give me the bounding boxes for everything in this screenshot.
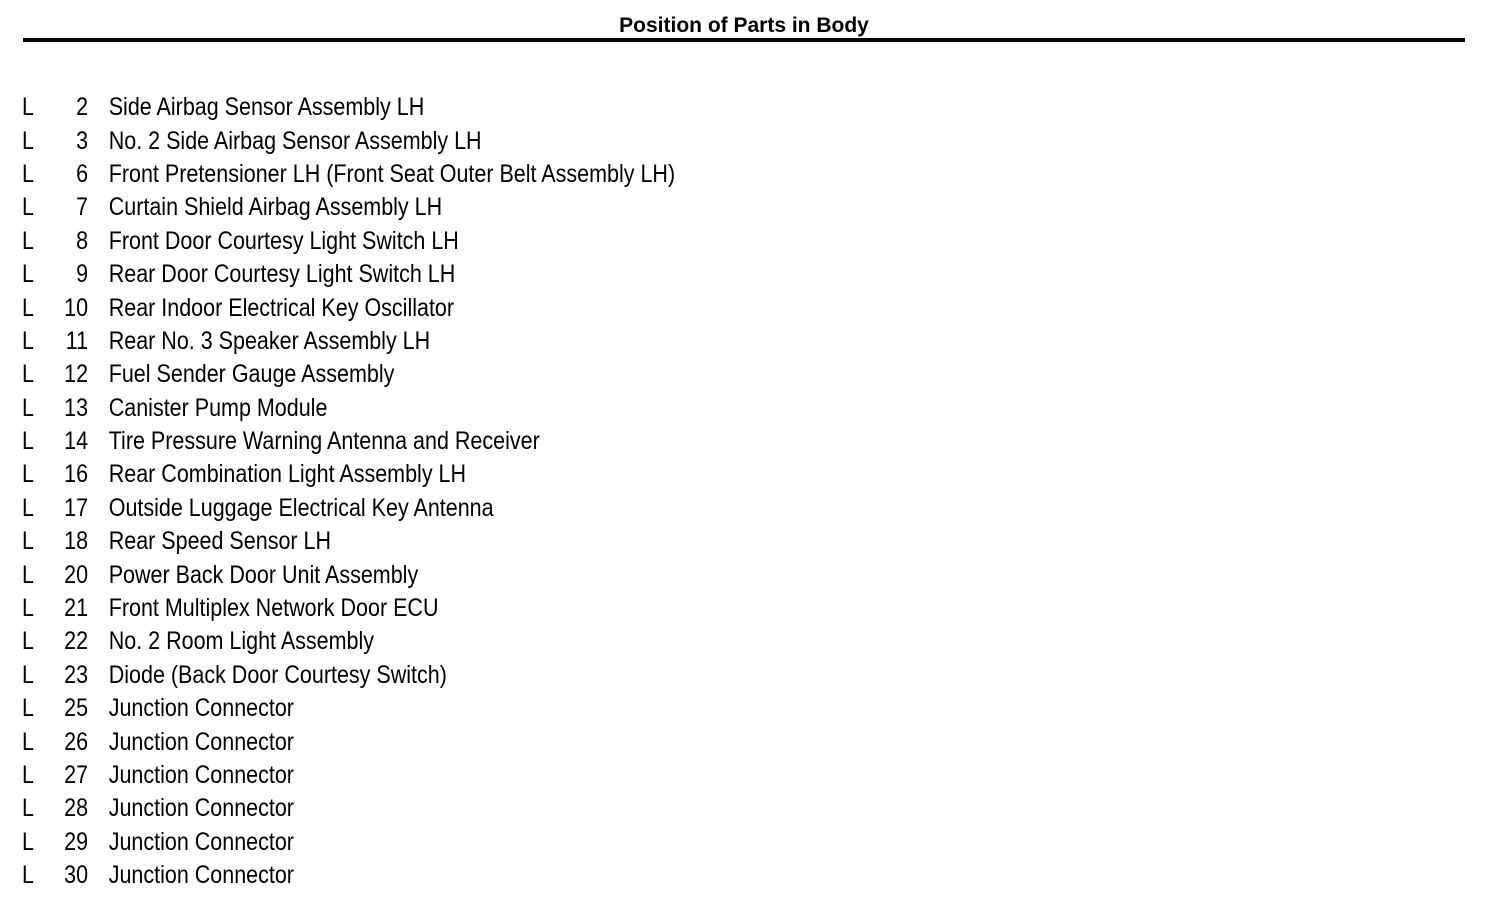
part-row: [22, 392, 922, 425]
part-name: Rear No. 3 Speaker Assembly LH: [108, 326, 431, 355]
part-row: [22, 759, 922, 792]
part-row: [22, 258, 922, 291]
part-code: L: [22, 861, 34, 890]
part-code: L: [22, 260, 34, 289]
part-number: 30: [64, 861, 89, 890]
part-number: 7: [76, 193, 89, 222]
part-number: 12: [64, 360, 89, 389]
part-row: [22, 158, 922, 191]
part-code: L: [22, 293, 34, 322]
part-code: L: [22, 527, 34, 556]
part-row: [22, 725, 922, 758]
part-name: Front Multiplex Network Door ECU: [108, 594, 439, 623]
part-name: Fuel Sender Gauge Assembly: [108, 360, 395, 389]
part-number: 21: [64, 594, 89, 623]
part-code: L: [22, 393, 34, 422]
part-number: 14: [64, 427, 89, 456]
part-number: 27: [64, 761, 89, 789]
part-name: Junction Connector: [108, 861, 294, 890]
part-code: L: [22, 360, 34, 389]
part-name: Curtain Shield Airbag Assembly LH: [108, 193, 443, 222]
part-code: L: [22, 594, 34, 623]
part-row: [22, 325, 922, 358]
part-code: L: [22, 493, 34, 522]
parts-list: [22, 91, 922, 892]
part-row: [22, 826, 922, 859]
part-row: [22, 792, 922, 825]
part-code: L: [22, 827, 34, 856]
part-code: L: [22, 794, 34, 823]
part-row: [22, 525, 922, 558]
part-row: [22, 692, 922, 725]
part-row: [22, 492, 922, 525]
part-code: L: [22, 727, 34, 756]
part-number: 18: [64, 527, 89, 556]
part-number: 2: [76, 93, 89, 122]
part-name: Rear Door Courtesy Light Switch LH: [108, 260, 456, 289]
part-number: 3: [76, 126, 89, 155]
part-name: Front Pretensioner LH (Front Seat Outer Belt Assembly LH): [108, 159, 676, 188]
part-row: [22, 191, 922, 224]
part-number: 22: [64, 627, 89, 656]
part-code: L: [22, 694, 34, 723]
part-number: 11: [65, 326, 89, 355]
part-row: [22, 91, 922, 124]
part-name: Outside Luggage Electrical Key Antenna: [108, 493, 494, 522]
part-row: [22, 859, 922, 892]
part-number: 23: [64, 660, 89, 689]
part-row: [22, 425, 922, 458]
part-row: [22, 358, 922, 391]
part-row: [22, 291, 922, 324]
part-code: L: [22, 460, 34, 489]
part-name: Rear Indoor Electrical Key Oscillator: [108, 293, 455, 322]
part-number: 9: [76, 260, 89, 289]
part-code: L: [22, 560, 34, 589]
part-code: L: [22, 193, 34, 222]
part-row: [22, 225, 922, 258]
part-number: 13: [64, 393, 89, 422]
part-row: [22, 659, 922, 692]
part-name: Front Door Courtesy Light Switch LH: [108, 226, 459, 255]
part-number: 20: [64, 560, 89, 589]
part-row: [22, 592, 922, 625]
part-code: L: [22, 226, 34, 255]
part-name: Canister Pump Module: [108, 393, 328, 422]
part-number: 6: [76, 159, 89, 188]
part-name: Junction Connector: [108, 727, 294, 756]
part-number: 10: [64, 293, 89, 322]
part-row: [22, 558, 922, 591]
part-name: Side Airbag Sensor Assembly LH: [108, 93, 425, 122]
part-number: 26: [64, 727, 89, 756]
part-number: 29: [64, 827, 89, 856]
part-row: [22, 124, 922, 157]
part-number: 8: [76, 226, 89, 255]
part-name: Tire Pressure Warning Antenna and Receiver: [108, 427, 540, 456]
part-code: L: [22, 326, 34, 355]
part-name: Junction Connector: [108, 827, 294, 856]
part-code: L: [22, 627, 34, 656]
part-code: L: [22, 126, 34, 155]
part-code: L: [22, 660, 34, 689]
part-code: L: [22, 761, 34, 789]
part-number: 16: [64, 460, 89, 489]
part-row: [22, 458, 922, 491]
page-title: Position of Parts in Body: [619, 14, 869, 37]
part-name: Rear Speed Sensor LH: [108, 527, 332, 556]
part-name: No. 2 Room Light Assembly: [108, 627, 375, 656]
part-name: Junction Connector: [108, 694, 294, 723]
part-code: L: [22, 159, 34, 188]
part-name: No. 2 Side Airbag Sensor Assembly LH: [108, 126, 482, 155]
part-number: 17: [64, 493, 89, 522]
part-number: 25: [64, 694, 89, 723]
part-number: 28: [64, 794, 89, 823]
part-row: [22, 625, 922, 658]
part-code: L: [22, 427, 34, 456]
part-name: Rear Combination Light Assembly LH: [108, 460, 467, 489]
part-name: Power Back Door Unit Assembly: [108, 560, 419, 589]
part-name: Diode (Back Door Courtesy Switch): [108, 660, 447, 689]
part-code: L: [22, 93, 34, 122]
title-divider: [23, 38, 1465, 42]
part-name: Junction Connector: [108, 761, 294, 789]
part-name: Junction Connector: [108, 794, 294, 823]
